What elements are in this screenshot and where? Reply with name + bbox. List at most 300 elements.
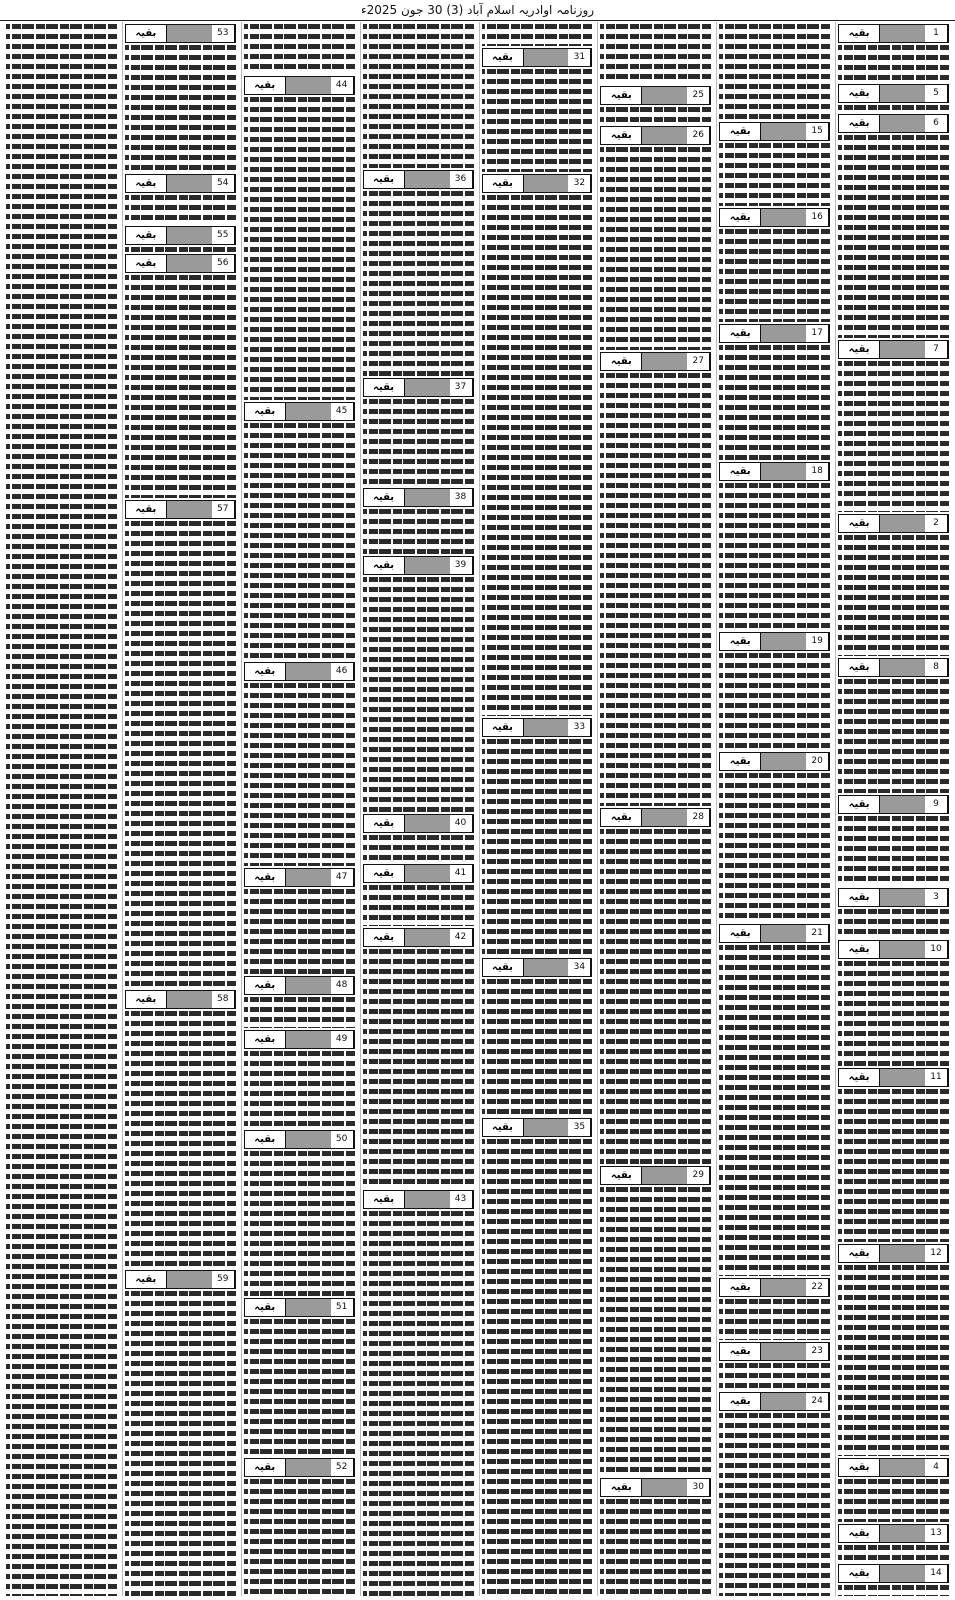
continuation-bar <box>880 1459 925 1476</box>
article-text <box>719 227 830 322</box>
continuation-box <box>838 940 949 959</box>
continuation-box <box>363 1190 474 1209</box>
continuation-number: 12 <box>925 1245 948 1262</box>
continuation-bar <box>880 796 925 813</box>
article-text <box>838 533 949 656</box>
article-text <box>244 995 355 1028</box>
continuation-box <box>719 632 830 651</box>
article-text <box>719 943 830 1276</box>
continuation-bar <box>286 77 331 94</box>
article-text <box>244 1317 355 1456</box>
continuation-number: 54 <box>212 175 235 192</box>
continuation-bar <box>761 1279 806 1296</box>
continuation-label: بقیہ <box>245 869 286 886</box>
continuation-bar <box>405 489 450 506</box>
continuation-bar <box>286 869 331 886</box>
continuation-bar <box>405 815 450 832</box>
text-column <box>241 22 357 1596</box>
continuation-box <box>838 888 949 907</box>
continuation-bar <box>761 123 806 140</box>
article-text <box>600 371 711 806</box>
continuation-bar <box>642 127 687 144</box>
continuation-box <box>363 170 474 189</box>
article-text <box>600 1185 711 1476</box>
text-column <box>835 22 951 1596</box>
continuation-number: 59 <box>212 1271 235 1288</box>
article-text <box>719 343 830 460</box>
continuation-box <box>125 24 236 43</box>
continuation-bar <box>405 557 450 574</box>
continuation-number: 28 <box>687 809 710 826</box>
continuation-bar <box>405 379 450 396</box>
continuation-bar <box>880 1525 925 1542</box>
continuation-bar <box>286 977 331 994</box>
continuation-bar <box>880 1565 925 1582</box>
article-text <box>363 397 474 486</box>
continuation-number: 39 <box>450 557 473 574</box>
continuation-number: 8 <box>925 659 948 676</box>
article-text <box>838 103 949 112</box>
continuation-number: 21 <box>806 925 829 942</box>
article-text <box>125 43 236 172</box>
continuation-bar <box>880 115 925 132</box>
continuation-label: بقیہ <box>839 1245 880 1262</box>
continuation-box <box>719 924 830 943</box>
article-text <box>600 827 711 1164</box>
continuation-box <box>600 126 711 145</box>
text-column <box>479 22 595 1596</box>
continuation-label: بقیہ <box>601 809 642 826</box>
continuation-number: 50 <box>331 1131 354 1148</box>
continuation-number: 40 <box>450 815 473 832</box>
continuation-box <box>244 1030 355 1049</box>
continuation-box <box>600 352 711 371</box>
continuation-bar <box>286 663 331 680</box>
continuation-box <box>838 795 949 814</box>
continuation-number: 43 <box>450 1191 473 1208</box>
continuation-label: بقیہ <box>601 353 642 370</box>
continuation-box <box>125 226 236 245</box>
text-column <box>122 22 238 1596</box>
continuation-bar <box>880 25 925 42</box>
continuation-label: بقیہ <box>126 175 167 192</box>
article-text <box>719 141 830 206</box>
continuation-number: 34 <box>568 959 591 976</box>
article-text <box>719 22 830 120</box>
continuation-box <box>600 86 711 105</box>
continuation-box <box>838 1068 949 1087</box>
continuation-bar <box>761 1343 806 1360</box>
continuation-label: بقیہ <box>126 991 167 1008</box>
article-text <box>482 193 593 716</box>
continuation-bar <box>761 325 806 342</box>
continuation-number: 49 <box>331 1031 354 1048</box>
continuation-number: 41 <box>450 865 473 882</box>
continuation-box <box>719 324 830 343</box>
continuation-bar <box>167 255 212 272</box>
continuation-label: بقیہ <box>839 1525 880 1542</box>
continuation-bar <box>524 719 569 736</box>
continuation-label: بقیہ <box>364 489 405 506</box>
continuation-bar <box>642 353 687 370</box>
continuation-number: 16 <box>806 209 829 226</box>
article-text <box>363 575 474 812</box>
continuation-bar <box>880 659 925 676</box>
article-text <box>244 1477 355 1596</box>
continuation-bar <box>761 633 806 650</box>
continuation-box <box>719 1342 830 1361</box>
continuation-bar <box>880 941 925 958</box>
continuation-label: بقیہ <box>601 127 642 144</box>
article-text <box>6 22 117 1596</box>
continuation-number: 29 <box>687 1167 710 1184</box>
continuation-bar <box>405 171 450 188</box>
continuation-number: 4 <box>925 1459 948 1476</box>
continuation-bar <box>880 1245 925 1262</box>
continuation-box <box>125 990 236 1009</box>
continuation-bar <box>405 865 450 882</box>
article-text <box>838 907 949 938</box>
article-text <box>482 977 593 1116</box>
article-text <box>838 43 949 82</box>
continuation-label: بقیہ <box>720 325 761 342</box>
continuation-label: بقیہ <box>126 501 167 518</box>
continuation-box <box>482 958 593 977</box>
continuation-bar <box>880 889 925 906</box>
continuation-label: بقیہ <box>601 87 642 104</box>
continuation-label: بقیہ <box>245 663 286 680</box>
article-text <box>244 1049 355 1128</box>
continuation-box <box>363 928 474 947</box>
continuation-label: بقیہ <box>245 403 286 420</box>
continuation-label: بقیہ <box>245 1131 286 1148</box>
continuation-box <box>244 402 355 421</box>
article-text <box>363 1209 474 1596</box>
continuation-number: 26 <box>687 127 710 144</box>
continuation-bar <box>642 1479 687 1496</box>
newspaper-page <box>4 22 951 1596</box>
continuation-box <box>838 340 949 359</box>
continuation-box <box>838 1244 949 1263</box>
continuation-bar <box>524 49 569 66</box>
continuation-label: بقیہ <box>483 175 524 192</box>
continuation-box <box>838 1458 949 1477</box>
continuation-number: 19 <box>806 633 829 650</box>
article-text <box>363 507 474 554</box>
continuation-number: 58 <box>212 991 235 1008</box>
continuation-box <box>719 208 830 227</box>
continuation-bar <box>167 175 212 192</box>
continuation-number: 30 <box>687 1479 710 1496</box>
continuation-label: بقیہ <box>720 925 761 942</box>
article-text <box>363 189 474 376</box>
continuation-label: بقیہ <box>245 1031 286 1048</box>
continuation-bar <box>642 87 687 104</box>
continuation-label: بقیہ <box>720 463 761 480</box>
continuation-bar <box>761 753 806 770</box>
continuation-bar <box>761 209 806 226</box>
continuation-label: بقیہ <box>483 959 524 976</box>
continuation-box <box>363 488 474 507</box>
continuation-number: 47 <box>331 869 354 886</box>
continuation-label: بقیہ <box>839 515 880 532</box>
continuation-label: بقیہ <box>364 557 405 574</box>
continuation-bar <box>167 227 212 244</box>
continuation-number: 7 <box>925 341 948 358</box>
continuation-label: بقیہ <box>483 719 524 736</box>
continuation-number: 52 <box>331 1459 354 1476</box>
continuation-bar <box>524 1119 569 1136</box>
continuation-label: بقیہ <box>126 25 167 42</box>
continuation-box <box>719 752 830 771</box>
continuation-number: 10 <box>925 941 948 958</box>
continuation-number: 22 <box>806 1279 829 1296</box>
continuation-bar <box>167 991 212 1008</box>
article-text <box>838 1477 949 1522</box>
continuation-label: بقیہ <box>601 1167 642 1184</box>
article-text <box>244 681 355 866</box>
continuation-box <box>244 976 355 995</box>
continuation-box <box>482 48 593 67</box>
continuation-number: 6 <box>925 115 948 132</box>
continuation-box <box>363 556 474 575</box>
continuation-box <box>244 76 355 95</box>
continuation-number: 1 <box>925 25 948 42</box>
article-text <box>363 833 474 862</box>
article-text <box>838 959 949 1066</box>
text-column <box>4 22 119 1596</box>
continuation-number: 32 <box>568 175 591 192</box>
article-text <box>125 193 236 224</box>
continuation-bar <box>286 403 331 420</box>
continuation-number: 57 <box>212 501 235 518</box>
continuation-box <box>719 1392 830 1411</box>
article-text <box>719 1411 830 1596</box>
continuation-number: 23 <box>806 1343 829 1360</box>
continuation-bar <box>880 1069 925 1086</box>
article-text <box>719 481 830 630</box>
continuation-label: بقیہ <box>839 941 880 958</box>
continuation-box <box>838 24 949 43</box>
continuation-bar <box>880 85 925 102</box>
continuation-bar <box>524 959 569 976</box>
continuation-label: بقیہ <box>720 1279 761 1296</box>
continuation-number: 5 <box>925 85 948 102</box>
continuation-label: بقیہ <box>245 77 286 94</box>
continuation-label: بقیہ <box>839 1565 880 1582</box>
continuation-box <box>719 122 830 141</box>
article-text <box>600 1497 711 1596</box>
continuation-box <box>600 1166 711 1185</box>
article-text <box>838 133 949 338</box>
continuation-number: 17 <box>806 325 829 342</box>
continuation-number: 36 <box>450 171 473 188</box>
continuation-number: 11 <box>925 1069 948 1086</box>
continuation-number: 48 <box>331 977 354 994</box>
continuation-number: 45 <box>331 403 354 420</box>
continuation-label: بقیہ <box>839 115 880 132</box>
article-text <box>838 1543 949 1562</box>
continuation-label: بقیہ <box>364 171 405 188</box>
continuation-box <box>125 1270 236 1289</box>
continuation-label: بقیہ <box>720 1343 761 1360</box>
continuation-bar <box>880 515 925 532</box>
article-text <box>719 1361 830 1390</box>
continuation-box <box>244 868 355 887</box>
continuation-label: بقیہ <box>126 227 167 244</box>
continuation-box <box>125 174 236 193</box>
continuation-number: 27 <box>687 353 710 370</box>
article-text <box>838 1087 949 1242</box>
continuation-label: بقیہ <box>364 929 405 946</box>
article-text <box>600 105 711 124</box>
article-text <box>244 887 355 974</box>
continuation-label: بقیہ <box>364 379 405 396</box>
text-column <box>716 22 832 1596</box>
continuation-number: 15 <box>806 123 829 140</box>
continuation-label: بقیہ <box>364 1191 405 1208</box>
article-text <box>838 359 949 512</box>
article-text <box>363 947 474 1188</box>
continuation-bar <box>642 1167 687 1184</box>
continuation-box <box>838 114 949 133</box>
continuation-label: بقیہ <box>839 1069 880 1086</box>
article-text <box>244 421 355 660</box>
continuation-box <box>482 718 593 737</box>
article-text <box>244 1149 355 1296</box>
continuation-bar <box>286 1299 331 1316</box>
continuation-label: بقیہ <box>245 1299 286 1316</box>
continuation-box <box>838 1524 949 1543</box>
article-text <box>482 22 593 46</box>
continuation-number: 44 <box>331 77 354 94</box>
article-text <box>838 1263 949 1456</box>
article-text <box>244 22 355 74</box>
continuation-box <box>838 1564 949 1583</box>
continuation-box <box>719 1278 830 1297</box>
continuation-label: بقیہ <box>245 977 286 994</box>
continuation-bar <box>405 929 450 946</box>
text-column <box>597 22 713 1596</box>
continuation-label: بقیہ <box>839 889 880 906</box>
continuation-number: 2 <box>925 515 948 532</box>
article-text <box>719 771 830 922</box>
continuation-number: 14 <box>925 1565 948 1582</box>
article-text <box>600 22 711 84</box>
continuation-label: بقیہ <box>364 815 405 832</box>
continuation-bar <box>286 1131 331 1148</box>
continuation-number: 24 <box>806 1393 829 1410</box>
continuation-number: 46 <box>331 663 354 680</box>
continuation-label: بقیہ <box>839 341 880 358</box>
text-column <box>360 22 476 1596</box>
continuation-number: 51 <box>331 1299 354 1316</box>
continuation-number: 31 <box>568 49 591 66</box>
continuation-box <box>482 1118 593 1137</box>
continuation-number: 3 <box>925 889 948 906</box>
continuation-label: بقیہ <box>839 796 880 813</box>
article-text <box>719 651 830 750</box>
continuation-label: بقیہ <box>364 865 405 882</box>
continuation-box <box>363 814 474 833</box>
continuation-number: 33 <box>568 719 591 736</box>
article-text <box>719 1297 830 1340</box>
article-text <box>244 95 355 400</box>
continuation-number: 53 <box>212 25 235 42</box>
article-text <box>482 737 593 956</box>
continuation-box <box>838 658 949 677</box>
continuation-bar <box>761 1393 806 1410</box>
article-text <box>125 1009 236 1268</box>
continuation-label: بقیہ <box>839 25 880 42</box>
continuation-number: 35 <box>568 1119 591 1136</box>
continuation-label: بقیہ <box>720 753 761 770</box>
article-text <box>838 1583 949 1596</box>
continuation-bar <box>761 925 806 942</box>
continuation-box <box>600 808 711 827</box>
continuation-box <box>125 254 236 273</box>
article-text <box>482 67 593 172</box>
continuation-label: بقیہ <box>839 1459 880 1476</box>
continuation-bar <box>286 1031 331 1048</box>
continuation-bar <box>761 463 806 480</box>
continuation-bar <box>167 501 212 518</box>
continuation-label: بقیہ <box>839 659 880 676</box>
article-text <box>363 883 474 926</box>
continuation-bar <box>167 1271 212 1288</box>
continuation-box <box>838 514 949 533</box>
continuation-label: بقیہ <box>720 123 761 140</box>
article-text <box>482 1137 593 1596</box>
continuation-number: 20 <box>806 753 829 770</box>
continuation-label: بقیہ <box>126 255 167 272</box>
article-text <box>600 145 711 350</box>
continuation-box <box>244 1458 355 1477</box>
continuation-bar <box>524 175 569 192</box>
continuation-label: بقیہ <box>483 1119 524 1136</box>
continuation-number: 55 <box>212 227 235 244</box>
continuation-label: بقیہ <box>601 1479 642 1496</box>
continuation-label: بقیہ <box>126 1271 167 1288</box>
continuation-box <box>125 500 236 519</box>
continuation-number: 9 <box>925 796 948 813</box>
article-text <box>363 22 474 168</box>
continuation-label: بقیہ <box>245 1459 286 1476</box>
article-text <box>125 245 236 252</box>
continuation-box <box>838 84 949 103</box>
continuation-box <box>719 462 830 481</box>
article-text <box>838 814 949 886</box>
continuation-number: 56 <box>212 255 235 272</box>
continuation-label: بقیہ <box>720 1393 761 1410</box>
continuation-number: 18 <box>806 463 829 480</box>
article-text <box>125 519 236 988</box>
article-text <box>838 677 949 793</box>
continuation-bar <box>167 25 212 42</box>
continuation-bar <box>880 341 925 358</box>
continuation-label: بقیہ <box>839 85 880 102</box>
continuation-number: 37 <box>450 379 473 396</box>
article-text <box>125 1289 236 1596</box>
continuation-bar <box>286 1459 331 1476</box>
continuation-number: 42 <box>450 929 473 946</box>
continuation-bar <box>642 809 687 826</box>
continuation-box <box>363 378 474 397</box>
continuation-box <box>482 174 593 193</box>
continuation-box <box>244 1130 355 1149</box>
article-text <box>125 273 236 498</box>
continuation-number: 25 <box>687 87 710 104</box>
